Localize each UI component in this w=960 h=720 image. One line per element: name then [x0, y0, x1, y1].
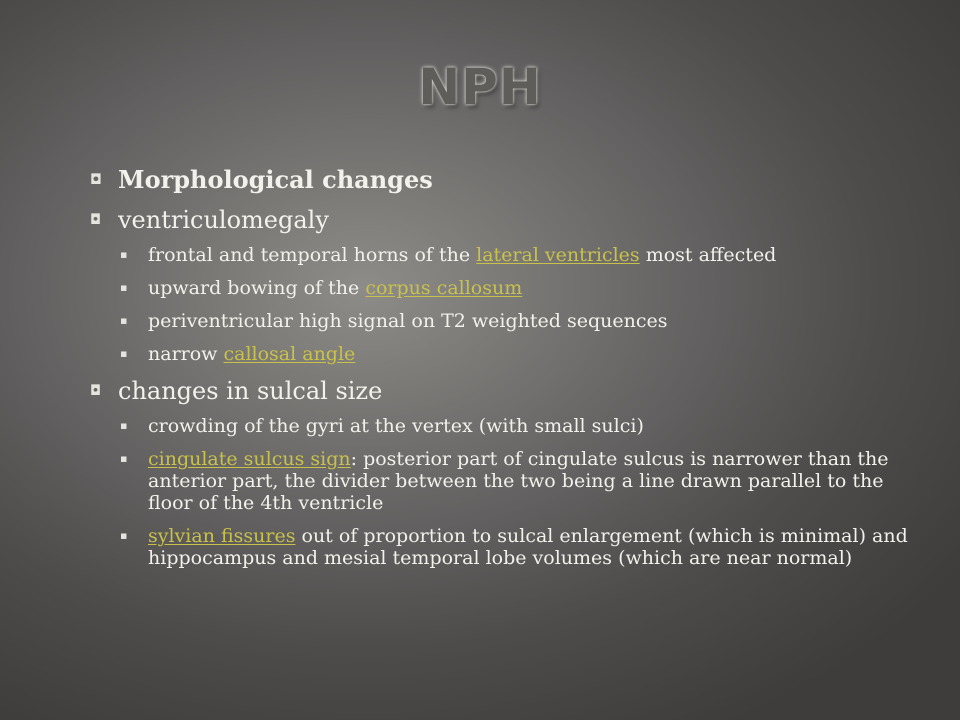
sub-bullet-text: narrow: [148, 343, 224, 365]
sub-bullet-icon: ▪: [120, 248, 128, 261]
sub-bullet-cingulate-sulcus: [118, 448, 908, 514]
bullet-ventriculomegaly: [88, 204, 908, 236]
bullet-text: changes in sulcal size: [118, 377, 383, 405]
sub-bullet-text: most affected: [639, 244, 777, 266]
sub-bullet-text: upward bowing of the: [148, 277, 366, 299]
sub-bullet-periventricular-signal: [118, 310, 908, 332]
sub-bullet-text: : posterior part of cingulate sulcus is narrower than the anterior part, the divider between the two being a line drawn parallel to the floor of the 4th ventricle: [148, 448, 889, 514]
bullet-text: Morphological changes: [118, 165, 433, 194]
sub-bullet-text: frontal and temporal horns of the: [148, 244, 477, 266]
bullet-sulcal-size: [88, 375, 908, 407]
bullet-icon: ◘: [90, 212, 102, 228]
corpus-callosum-link[interactable]: corpus callosum: [365, 277, 523, 299]
sub-bullet-text: out of proportion to sulcal enlargement (which is minimal) and hippocampus and mesial temporal lobe volumes (which are near normal): [148, 525, 908, 569]
sub-bullet-icon: ▪: [120, 281, 128, 294]
bullet-text: ventriculomegaly: [118, 206, 329, 234]
sub-bullet-text: crowding of the gyri at the vertex (with small sulci): [148, 415, 644, 437]
sub-bullet-frontal-temporal-horns: [118, 244, 908, 266]
sub-bullet-upward-bowing: [118, 277, 908, 299]
sub-bullet-icon: ▪: [120, 314, 128, 327]
sub-bullet-callosal-angle: [118, 343, 908, 365]
callosal-angle-link[interactable]: callosal angle: [223, 343, 356, 365]
sub-bullet-icon: ▪: [120, 452, 128, 465]
bullet-icon: ◘: [90, 383, 102, 399]
slide-title: NPH: [418, 58, 542, 116]
sub-bullet-icon: ▪: [120, 347, 128, 360]
bullet-icon: ◘: [90, 172, 102, 188]
sub-bullet-crowding-gyri: [118, 415, 908, 437]
slide-content: [88, 164, 908, 580]
sub-bullet-sylvian-fissures: [118, 525, 908, 569]
sub-bullet-icon: ▪: [120, 419, 128, 432]
bullet-morphological-changes: [88, 164, 908, 196]
sub-bullet-text: periventricular high signal on T2 weighted sequences: [148, 310, 668, 332]
cingulate-sulcus-sign-link[interactable]: cingulate sulcus sign: [148, 448, 351, 470]
sub-bullet-icon: ▪: [120, 529, 128, 542]
lateral-ventricles-link[interactable]: lateral ventricles: [476, 244, 640, 266]
sylvian-fissures-link[interactable]: sylvian fissures: [148, 525, 296, 547]
